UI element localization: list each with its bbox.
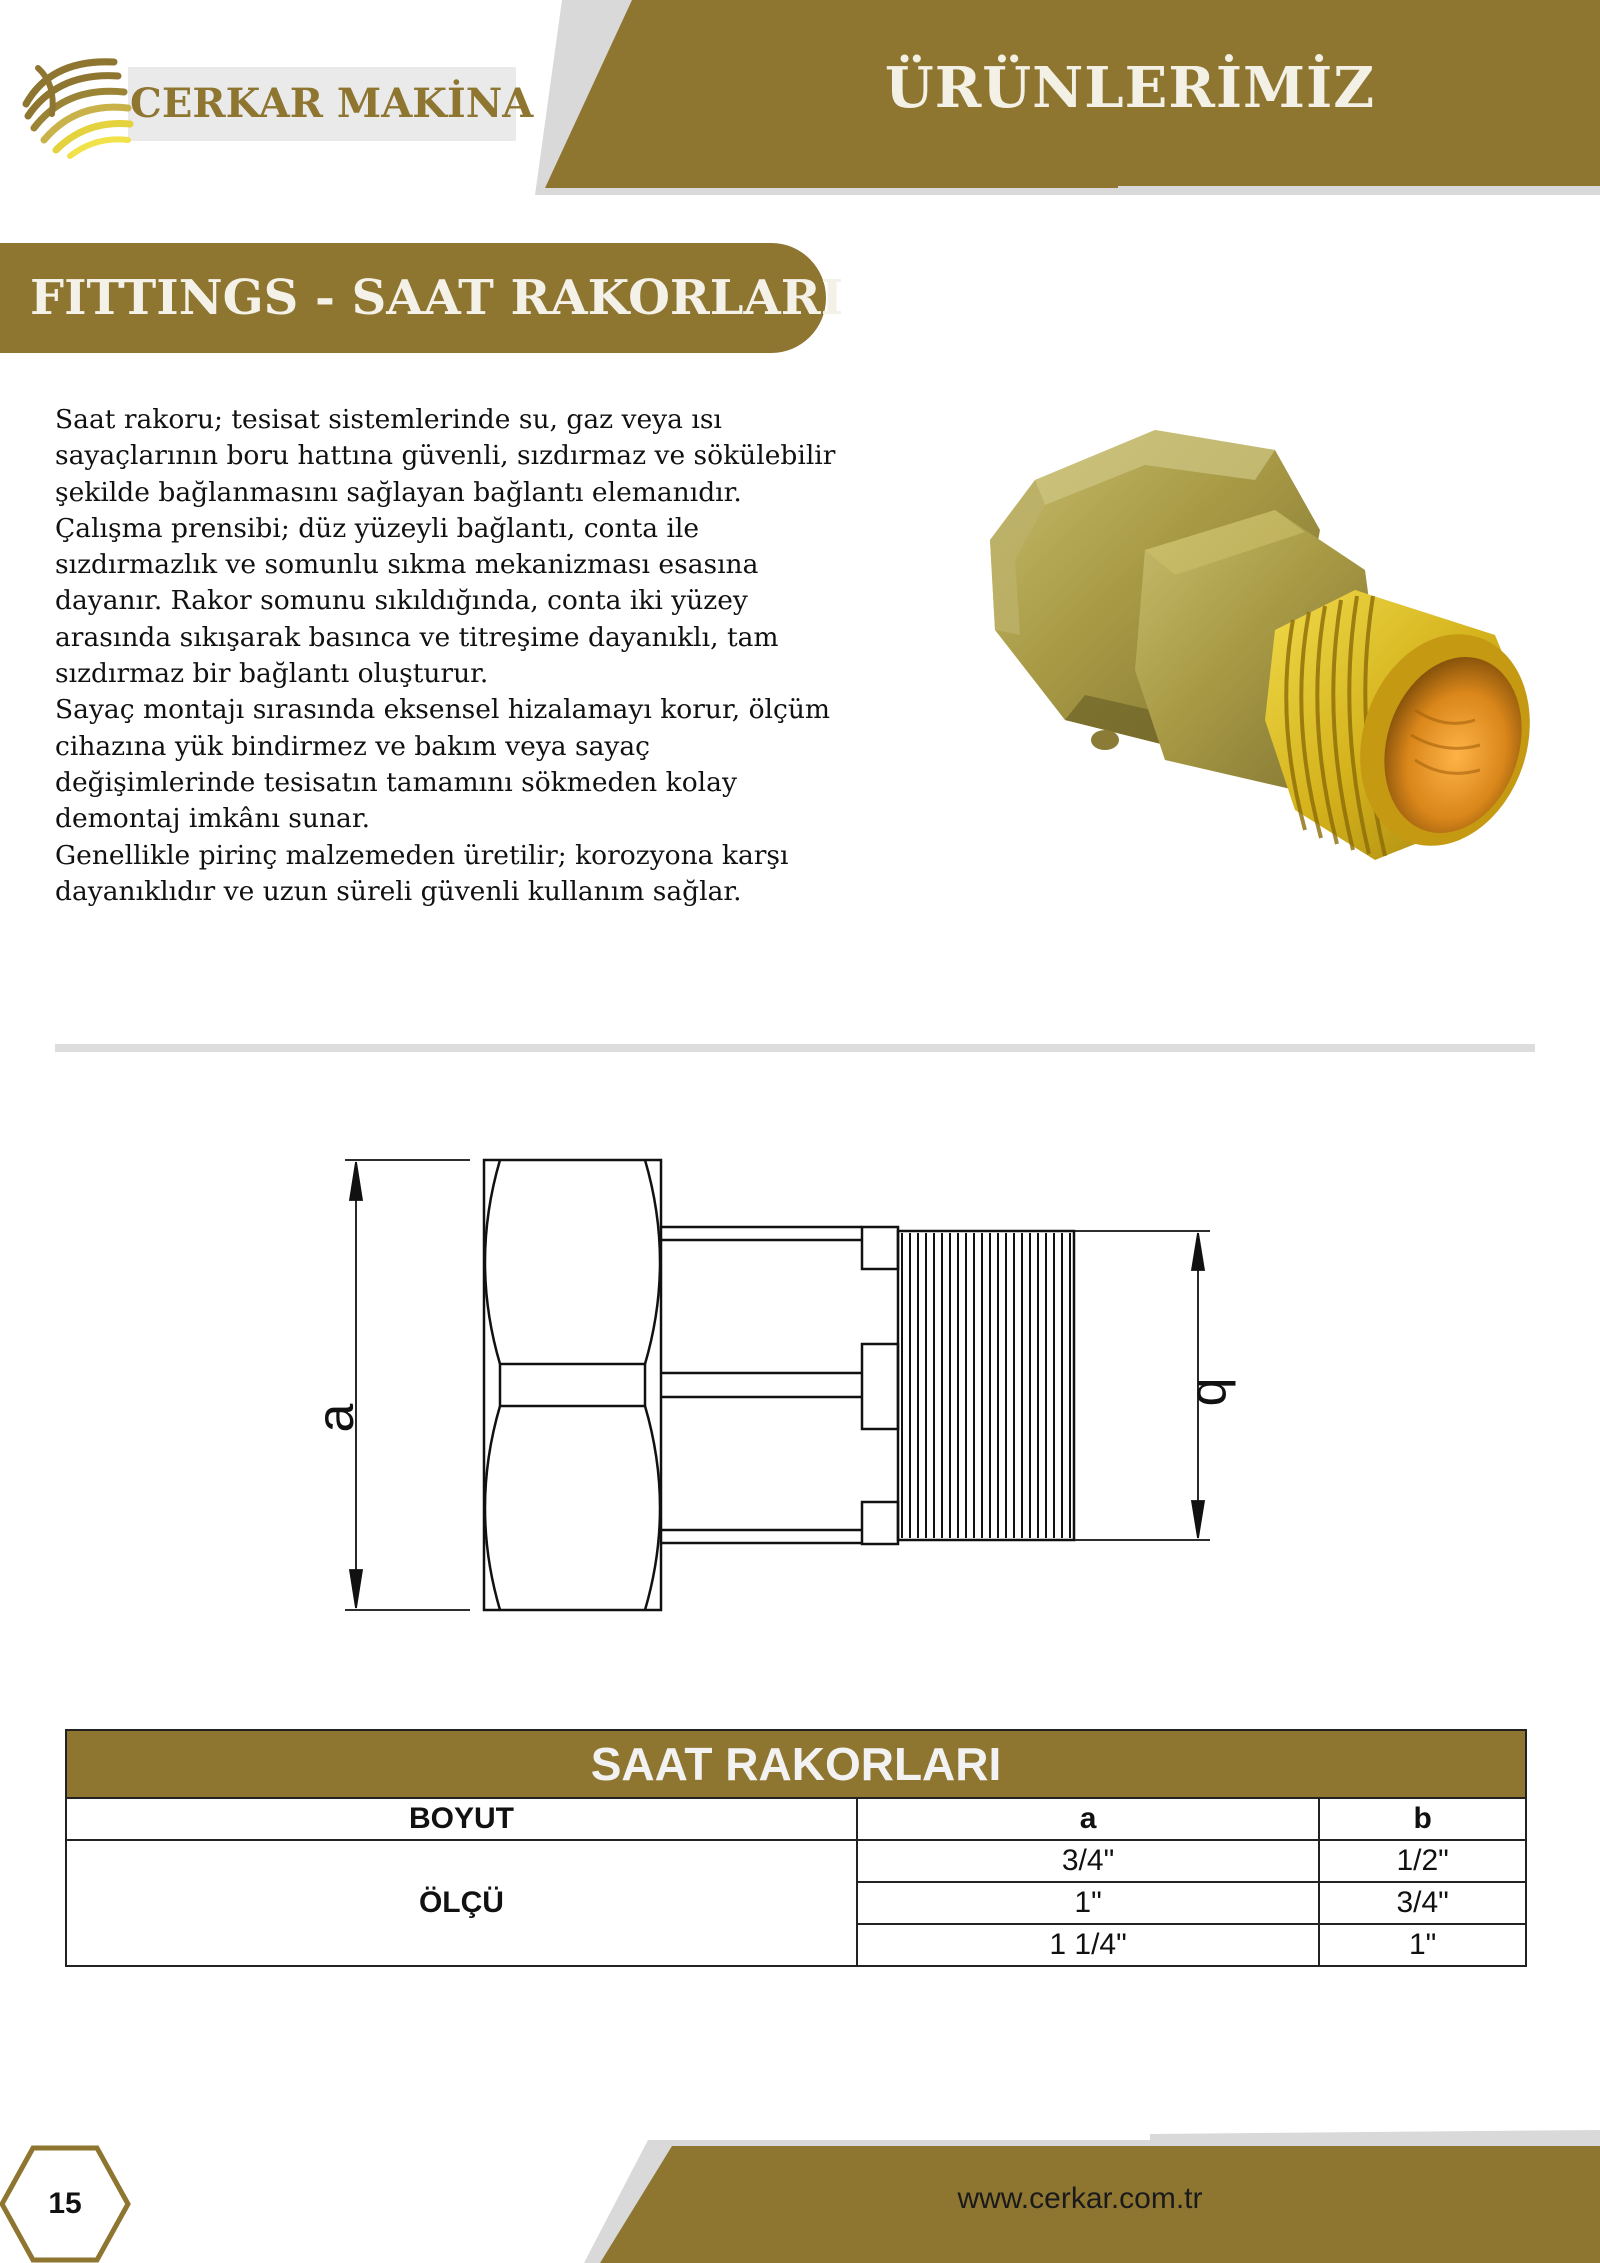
description-paragraph: Saat rakoru; tesisat sistemlerinde su, gaz veya ısı sayaçlarının boru hattına güvenli, sızdırmaz ve sökülebilir şekilde bağlanmasını sağlayan bağlantı elemanıdır. [55, 404, 836, 508]
table-title: SAAT RAKORLARI [66, 1730, 1526, 1798]
website-link[interactable]: www.cerkar.com.tr [957, 2182, 1203, 2215]
description-paragraph: Çalışma prensibi; düz yüzeyli bağlantı, conta ile sızdırmazlık ve somunlu sıkma mekanizması esasına dayanır. Rakor somunu sıkıldığında, conta iki yüzey arasında sıkışarak basınca ve titreşime dayanıklı, tam sızdırmaz bir bağlantı oluşturur. [55, 512, 779, 690]
header-b: b [1319, 1798, 1526, 1840]
dimension-a-label: a [307, 1403, 365, 1433]
row-label-olcu: ÖLÇÜ [66, 1840, 857, 1966]
cell-a: 3/4" [857, 1840, 1319, 1882]
brand-name: CERKAR MAKİNA [130, 80, 534, 127]
description-paragraph: Sayaç montajı sırasında eksensel hizalamayı korur, ölçüm cihazına yük bindirmez ve bakım veya sayaç değişimlerinde tesisatın tamamını sökmeden kolay demontaj imkânı sunar. [55, 694, 831, 835]
header-title: ÜRÜNLERİMİZ [884, 55, 1376, 121]
cell-a: 1 1/4" [857, 1924, 1319, 1966]
table-row [66, 1840, 1526, 1882]
cell-b: 1/2" [1319, 1840, 1526, 1882]
section-title: FITTINGS - SAAT RAKORLARI [30, 270, 844, 326]
cell-b: 3/4" [1319, 1882, 1526, 1924]
header-boyut: BOYUT [66, 1798, 857, 1840]
cell-b: 1" [1319, 1924, 1526, 1966]
description-paragraph: Genellikle pirinç malzemeden üretilir; korozyona karşı dayanıklıdır ve uzun süreli güvenli kullanım sağlar. [55, 839, 789, 907]
spec-table [65, 1729, 1527, 1967]
dimension-b-label: b [1186, 1377, 1244, 1407]
page-number: 15 [48, 2187, 82, 2220]
header-a: a [857, 1798, 1319, 1840]
cell-a: 1" [857, 1882, 1319, 1924]
